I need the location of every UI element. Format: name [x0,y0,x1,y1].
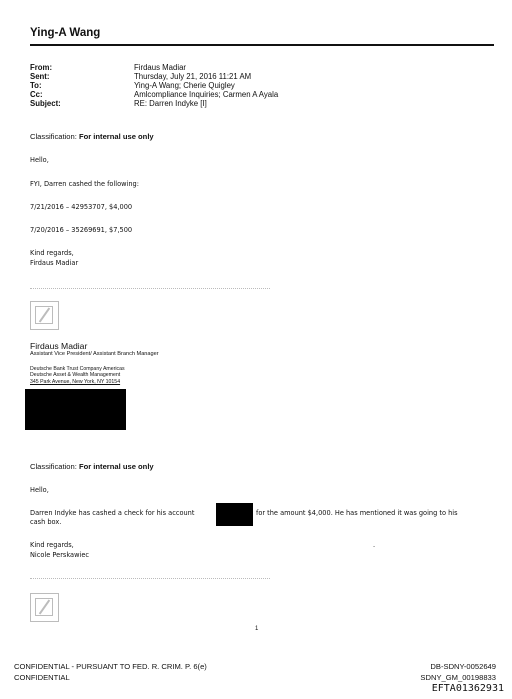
message-text-part-1: Darren Indyke has cashed a check for his account [30,509,195,517]
closing-1: Kind regards, [30,249,74,257]
subject-value: RE: Darren Indyke [I] [134,99,207,108]
footer-confidential-line-1: CONFIDENTIAL - PURSUANT TO FED. R. CRIM. P. 6(e) [14,662,207,671]
to-label: To: [30,81,42,90]
deutsche-bank-logo-icon [30,301,59,330]
signoff-1: Firdaus Madiar [30,259,79,267]
signature-name: Firdaus Madiar [30,341,88,351]
footer-confidential-line-2: CONFIDENTIAL [14,673,70,682]
footer-bates-1: DB-SDNY-0052649 [430,662,496,671]
classification-line-2 [30,462,154,471]
greeting-2: Hello, [30,486,49,494]
signature-company-1: Deutsche Bank Trust Company Americas [30,366,125,372]
cc-label: Cc: [30,90,43,99]
transaction-line-1: 7/21/2016 – 42953707, $4,000 [30,203,133,211]
subject-label: Subject: [30,99,61,108]
classification-line-1 [30,132,154,141]
signoff-2: Nicole Perskawiec [30,551,90,559]
classification-label: Classification: [30,462,79,471]
sent-value: Thursday, July 21, 2016 11:21 AM [134,72,252,81]
heading-rule [30,44,494,46]
message-text-part-2: for the amount $4,000. He has mentioned it was going to his [256,509,458,517]
intro-text: FYI, Darren cashed the following: [30,180,139,188]
message-text-line-2: cash box. [30,518,62,526]
signature-company-2: Deutsche Asset & Wealth Management [30,372,121,378]
cc-value: Amlcompliance Inquiries; Carmen A Ayala [134,90,279,99]
signature-address: 345 Park Avenue, New York, NY 10154 [30,379,121,385]
page-number: 1 [255,626,259,632]
from-label: From: [30,63,53,72]
from-value: Firdaus Madiar [134,63,186,72]
closing-2: Kind regards, [30,541,74,549]
stray-mark: . [373,541,376,549]
redaction-block [25,389,126,430]
footer-bates-2: SDNY_GM_00198833 [420,673,496,682]
footer-efta-number: EFTA01362931 [431,683,504,694]
deutsche-bank-logo-icon [30,593,59,622]
separator-1 [30,288,270,289]
signature-title: Assistant Vice President/ Assistant Branch Manager [30,351,159,357]
sent-label: Sent: [30,72,50,81]
account-redaction [216,503,253,526]
sender-name-heading: Ying-A Wang [30,27,101,39]
to-value: Ying-A Wang; Cherie Quigley [134,81,235,90]
classification-value: For internal use only [78,132,154,141]
transaction-line-2: 7/20/2016 – 35269691, $7,500 [30,226,133,234]
classification-value: For internal use only [78,462,154,471]
separator-2 [30,578,270,579]
greeting-1: Hello, [30,156,49,164]
classification-label: Classification: [30,132,79,141]
